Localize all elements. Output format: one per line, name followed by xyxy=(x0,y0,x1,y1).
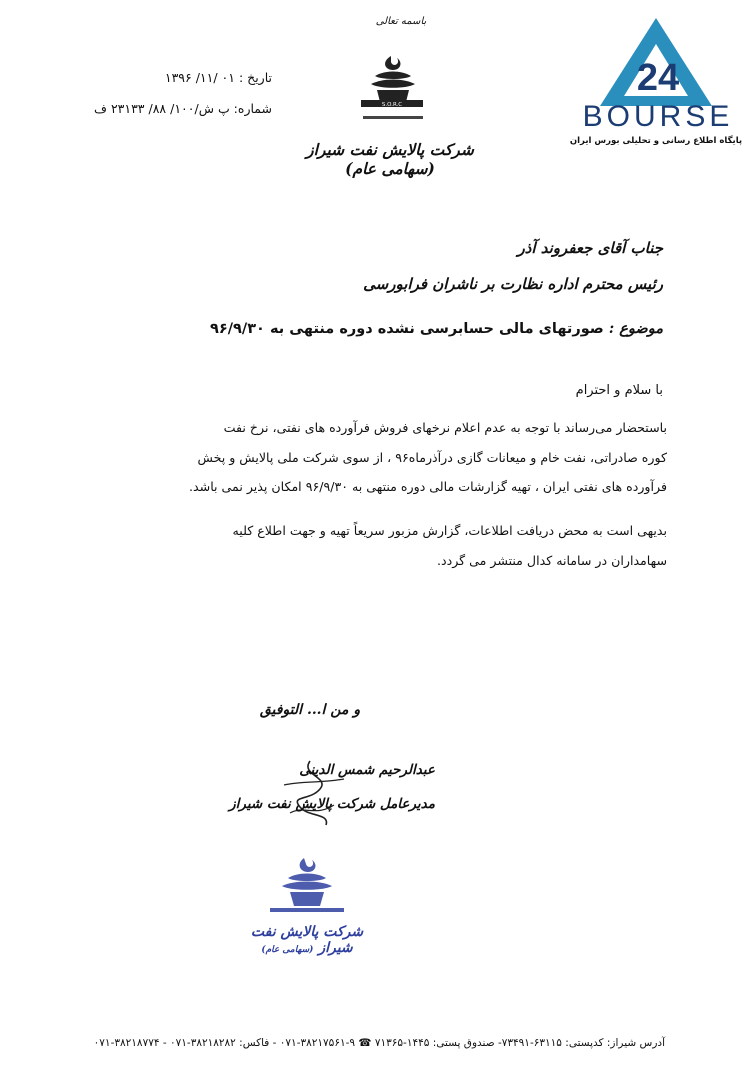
bourse-wordmark: BOURSE xyxy=(582,100,734,133)
paragraph-line: سهامداران در سامانه کدال منتشر می گردد. xyxy=(436,552,667,568)
stamp-text xyxy=(232,924,382,956)
letter-number: شماره: پ ش/۱۰۰/ ۸۸/ ۲۳۱۳۳ ف xyxy=(94,101,272,116)
greeting: با سلام و احترام xyxy=(575,383,663,398)
subject-text: صورتهای مالی حسابرسی نشده دوره منتهی به ۹۶/۹/۳۰ xyxy=(210,321,604,337)
paragraph-line: کوره صادراتی، نفت خام و میعانات گازی درآذرماه۹۶ ، از سوی شرکت ملی پالایش و پخش xyxy=(197,449,667,465)
bourse-tagline: پایگاه اطلاع رسانی و تحلیلی بورس ایران xyxy=(569,136,743,146)
body-paragraph-2 xyxy=(87,516,667,575)
footer-address: آدرس شیراز: کدپستی: ۶۳۱۱۵-۷۳۴۹۱- صندوق پستی: ۱۴۴۵-۷۱۳۶۵ ☎ ۹-۳۸۲۱۷۵۶۱-۰۷۱ - فاکس: ۳۸۲۱۸۲۸۲-۰۷۱ - ۳۸۲۱۸۷۷۴-۰۷۱ xyxy=(93,1037,665,1049)
subject-line xyxy=(210,320,663,337)
paragraph-line: فرآورده های نفتی ایران ، تهیه گزارشات مالی دوره منتهی به ۹۶/۹/۳۰ امکان پذیر نمی باشد. xyxy=(189,479,667,494)
body-paragraph-1 xyxy=(87,413,667,502)
letter-date: تاریخ : ۰۱ /۱۱/ ۱۳۹۶ xyxy=(164,70,272,85)
logo-text: S.O.R.C xyxy=(381,102,403,108)
bismillah: باسمه تعالی xyxy=(375,16,427,27)
bourse24-logo-icon xyxy=(596,14,716,109)
addressee-block xyxy=(363,230,663,302)
subject-label: موضوع : xyxy=(608,320,663,337)
closing-phrase: و من ا... التوفیق xyxy=(259,702,361,718)
addressee-title: رئیس محترم اداره نظارت بر ناشران فرابورسی xyxy=(363,275,663,293)
signatory-name: عبدالرحیم شمس الدینی xyxy=(299,762,435,778)
paragraph-line: بدیهی است به محض دریافت اطلاعات، گزارش مزبور سریعاً تهیه و جهت اطلاع کلیه xyxy=(232,523,667,538)
letter-header-info xyxy=(94,62,272,124)
company-logo-icon xyxy=(355,50,431,130)
paragraph-line: باستحضار می‌رساند با توجه به عدم اعلام نرخهای فروش فرآورده های نفتی، نرخ نفت xyxy=(223,420,667,435)
addressee-name: جناب آقای جعفروند آذر xyxy=(517,239,663,257)
bourse-number: 24 xyxy=(636,57,680,99)
company-name-heading: شرکت پالایش نفت شیراز (سهامی عام) xyxy=(306,140,474,178)
stamp-suffix: (سهامی عام) xyxy=(261,945,314,955)
company-stamp-icon xyxy=(232,850,382,930)
signatory-title: مدیرعامل شرکت پالایش نفت شیراز xyxy=(229,796,435,812)
stamp-company: شرکت پالایش نفت شیراز xyxy=(250,924,364,956)
